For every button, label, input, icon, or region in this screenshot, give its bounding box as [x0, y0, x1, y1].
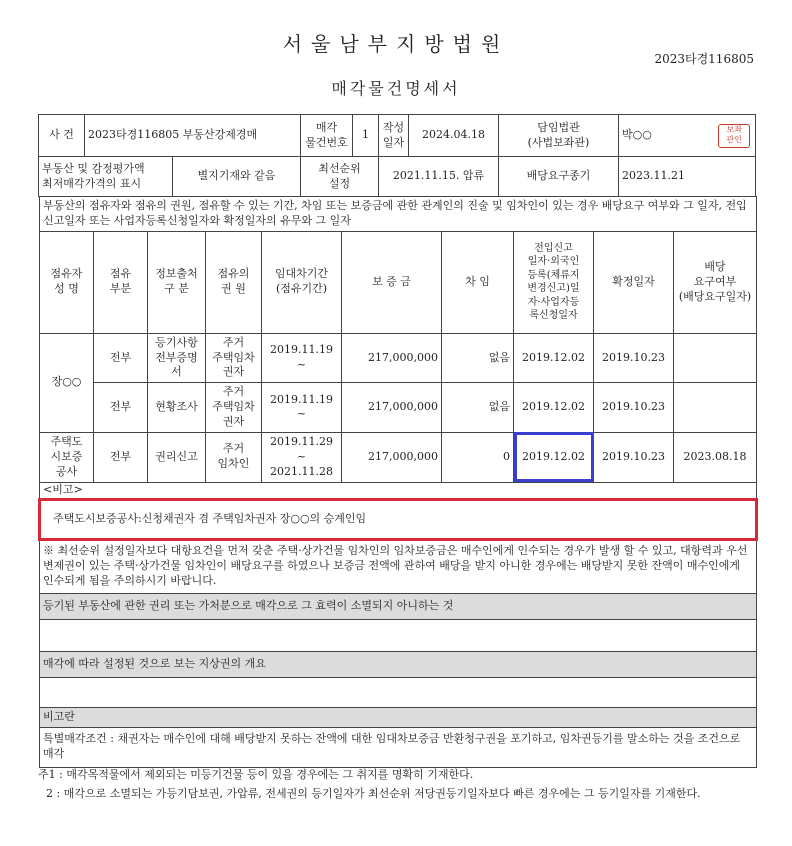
surface-rights-heading: 매각에 따라 설정된 것으로 보는 지상권의 개요: [40, 651, 757, 677]
occupant-cell: 주택도 시보증 공사: [40, 432, 94, 482]
right-cell: 주거 주택임차 권자: [206, 333, 262, 383]
footnote-1: 주1 : 매각목적물에서 제외되는 미등기건물 등이 있을 경우에는 그 취지를 명확히 기재한다.: [38, 768, 474, 781]
part-cell: 전부: [94, 432, 148, 482]
court-name: 서울남부지방법원: [282, 32, 510, 56]
table-row: [40, 333, 757, 383]
seal-stamp: [714, 115, 756, 157]
move-in-cell-highlighted: 2019.12.02: [514, 432, 594, 482]
priority-value: 2021.11.15. 압류: [379, 157, 499, 197]
period-cell: 2019.11.29 ~ 2021.11.28: [262, 432, 342, 482]
priority-label: 최선순위 설정: [301, 157, 379, 197]
part-cell: 전부: [94, 333, 148, 383]
source-cell: 현황조사: [148, 383, 206, 433]
sale-item-statement: [38, 114, 755, 768]
col-occupant: 점유자 성 명: [40, 231, 94, 333]
fixed-date-cell: 2019.10.23: [594, 432, 674, 482]
warning-note: ※ 최선순위 설정일자보다 대항요건을 먼저 갖춘 주택·상가건물 임차인의 임차보증금은 매수인에게 인수되는 경우가 발생 할 수 있고, 대항력과 우선변제권이 있는 주택·상가건물 임차인이 배당요구를 하였으나 보증금 전액에 관하여 배당을 받지 아니한 경우에는 배당받지 못한 잔액이 매수인에게 인수되게 됨을 주의하시기 바랍니다.: [40, 539, 757, 593]
case-value: 2023타경116805 부동산강제경매: [85, 115, 301, 157]
rent-cell: 없음: [442, 333, 514, 383]
official-seal-icon: 보좌 관인: [718, 124, 750, 148]
case-label: 사 건: [39, 115, 85, 157]
rent-cell: 0: [442, 432, 514, 482]
deposit-cell: 217,000,000: [342, 432, 442, 482]
period-cell: 2019.11.19 ~: [262, 333, 342, 383]
deposit-cell: 217,000,000: [342, 333, 442, 383]
col-part: 점유 부분: [94, 231, 148, 333]
registered-rights-heading: 등기된 부동산에 관한 권리 또는 가처분으로 매각으로 그 효력이 소멸되지 아니하는 것: [40, 593, 757, 619]
surface-rights-body: [40, 677, 757, 707]
dividend-deadline-value: 2023.11.21: [619, 157, 756, 197]
created-label: 작성 일자: [379, 115, 409, 157]
occupancy-table: [38, 196, 758, 768]
move-in-cell: 2019.12.02: [514, 383, 594, 433]
col-rent: 차 임: [442, 231, 514, 333]
valuation-value: 별지기재와 같음: [173, 157, 301, 197]
created-date: 2024.04.18: [409, 115, 499, 157]
remarks-label: <비고>: [40, 482, 757, 499]
case-number: 2023타경116805: [654, 52, 754, 66]
judge-label: 담임법관 (사법보좌관): [499, 115, 619, 157]
valuation-label: 부동산 및 감정평가액 최저매각가격의 표시: [39, 157, 173, 197]
col-deposit: 보 증 금: [342, 231, 442, 333]
item-number-label: 매각 물건번호: [301, 115, 353, 157]
judge-name: 박○○: [619, 115, 714, 157]
table-row: [40, 383, 757, 433]
rent-cell: 없음: [442, 383, 514, 433]
valuation-table: [38, 156, 756, 197]
fixed-date-cell: 2019.10.23: [594, 333, 674, 383]
right-cell: 주거 주택임차 권자: [206, 383, 262, 433]
col-move-in: 전입신고 일자·외국인 등록(체류지 변경신고)일 자·사업자등 록신청일자: [514, 231, 594, 333]
item-number: 1: [353, 115, 379, 157]
footnotes: [38, 766, 755, 803]
footnote-2: 2 : 매각으로 소멸되는 가등기담보권, 가압류, 전세권의 등기일자가 최선순위 저당권등기일자보다 빠른 경우에는 그 등기일자를 기재한다.: [46, 786, 701, 800]
document-title: 매각물건명세서: [331, 79, 461, 98]
occupancy-intro: 부동산의 점유자와 점유의 권원, 점유할 수 있는 기간, 차임 또는 보증금에 관한 관계인의 진술 및 임차인이 있는 경우 배당요구 여부와 그 일자, 전입신고일자 또는 사업자등록신청일자와 확정일자의 유무와 그 일자: [40, 197, 757, 232]
dividend-cell: [674, 383, 757, 433]
source-cell: 권리신고: [148, 432, 206, 482]
period-cell: 2019.11.19 ~: [262, 383, 342, 433]
right-cell: 주거 임차인: [206, 432, 262, 482]
col-dividend: 배당 요구여부 (배당요구일자): [674, 231, 757, 333]
occupant-cell: 장○○: [40, 333, 94, 432]
source-cell: 등기사항 전부증명 서: [148, 333, 206, 383]
col-fixed-date: 확정일자: [594, 231, 674, 333]
dividend-deadline-label: 배당요구종기: [499, 157, 619, 197]
col-period: 임대차기간 (점유기간): [262, 231, 342, 333]
fixed-date-cell: 2019.10.23: [594, 383, 674, 433]
table-row: [40, 432, 757, 482]
col-source: 정보출처 구 분: [148, 231, 206, 333]
remarks-text: 주택도시보증공사:신청채권자 겸 주택임차권자 장○○의 승계인임: [40, 499, 757, 539]
dividend-cell: [674, 333, 757, 383]
deposit-cell: 217,000,000: [342, 383, 442, 433]
remarks-section-heading: 비고란: [40, 707, 757, 727]
case-info-table: [38, 114, 756, 157]
part-cell: 전부: [94, 383, 148, 433]
special-conditions: 특별매각조건 : 채권자는 매수인에 대해 배당받지 못하는 잔액에 대한 임대차보증금 반환청구권을 포기하고, 임차권등기를 말소하는 것을 조건으로 매각: [40, 727, 757, 767]
dividend-cell: 2023.08.18: [674, 432, 757, 482]
registered-rights-body: [40, 619, 757, 651]
col-right: 점유의 권 원: [206, 231, 262, 333]
move-in-cell: 2019.12.02: [514, 333, 594, 383]
